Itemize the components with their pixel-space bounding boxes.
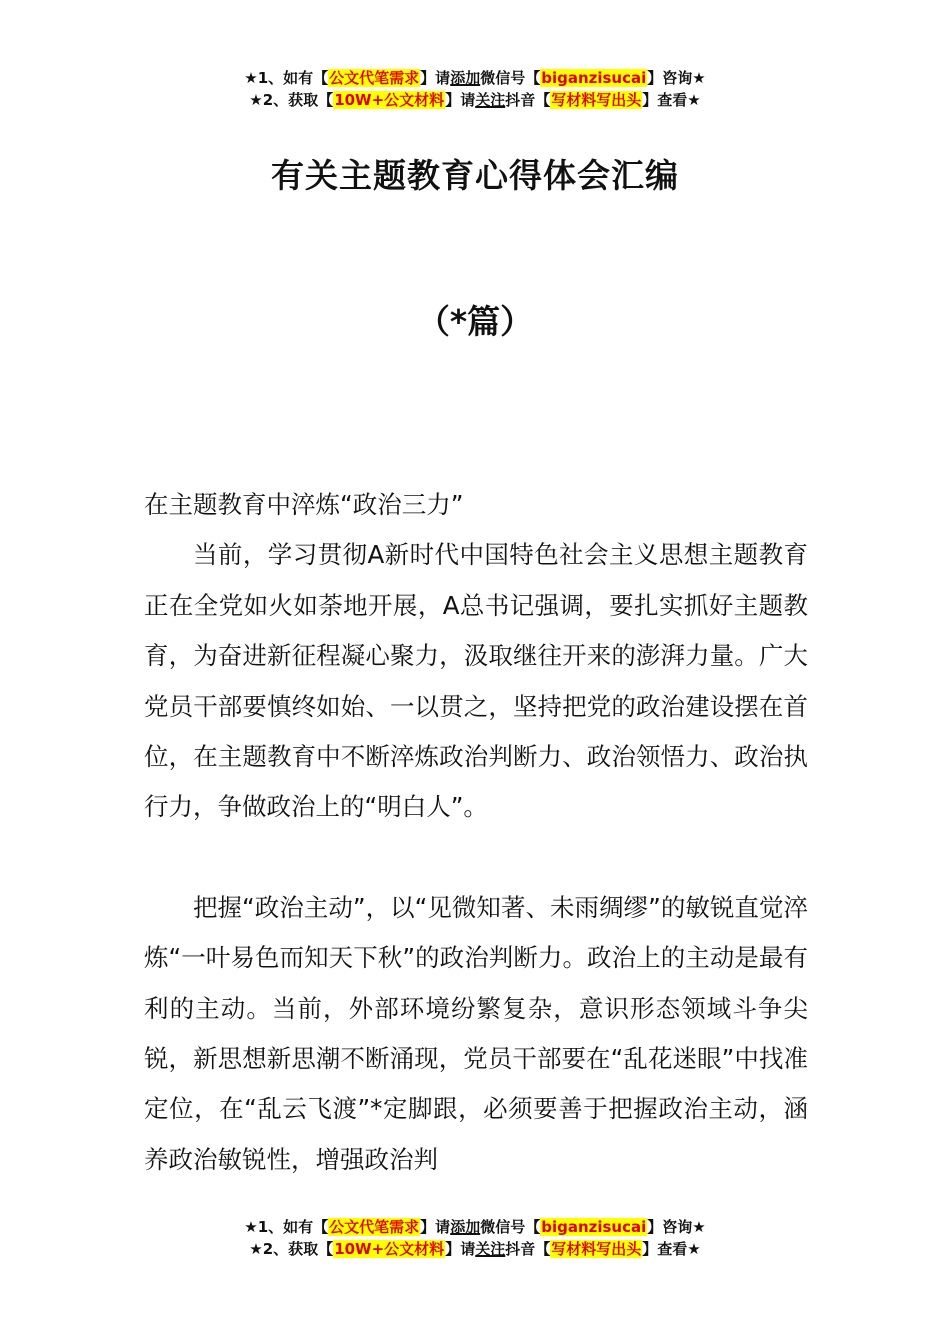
promo-highlight: 写材料写出头 bbox=[551, 1240, 642, 1258]
promo-line-2: ★2、获取【10W+公文材料】请关注抖音【写材料写出头】查看★ bbox=[249, 1240, 701, 1258]
promo-banner-bottom bbox=[0, 1216, 950, 1260]
promo-line-2: ★2、获取【10W+公文材料】请关注抖音【写材料写出头】查看★ bbox=[249, 91, 701, 109]
promo-highlight: 10W+公文材料 bbox=[334, 91, 445, 109]
paragraph-gap bbox=[144, 833, 808, 883]
promo-underlined: 添加 bbox=[450, 69, 481, 87]
document-body bbox=[144, 480, 808, 1185]
promo-highlight: biganzisucai bbox=[541, 1218, 647, 1236]
promo-highlight: biganzisucai bbox=[541, 69, 647, 87]
promo-underlined: 关注 bbox=[475, 1240, 506, 1258]
promo-underlined: 关注 bbox=[475, 91, 506, 109]
promo-highlight: 公文代笔需求 bbox=[329, 1218, 420, 1236]
promo-highlight: 10W+公文材料 bbox=[334, 1240, 445, 1258]
document-subtitle: （*篇） bbox=[416, 302, 534, 341]
promo-line-1: ★1、如有【公文代笔需求】请添加微信号【biganzisucai】咨询★ bbox=[244, 1218, 706, 1236]
promo-underlined: 添加 bbox=[450, 1218, 481, 1236]
paragraph: 把握“政治主动”，以“见微知著、未雨绸缪”的敏锐直觉淬炼“一叶易色而知天下秋”的政治判断力。政治上的主动是最有利的主动。当前，外部环境纷繁复杂，意识形态领域斗争尖锐，新思想新思潮不断涌现，党员干部要在“乱花迷眼”中找准定位，在“乱云飞渡”*定脚跟，必须要善于把握政治主动，涵养政治敏锐性，增强政治判 bbox=[144, 892, 808, 1174]
paragraph: 当前，学习贯彻A新时代中国特色社会主义思想主题教育正在全党如火如荼地开展，A总书记强调，要扎实抓好主题教育，为奋进新征程凝心聚力，汲取继往开来的澎湃力量。广大党员干部要慎终如始、一以贯之，坚持把党的政治建设摆在首位，在主题教育中不断淬炼政治判断力、政治领悟力、政治执行力，争做政治上的“明白人”。 bbox=[144, 540, 808, 822]
document-title: 有关主题教育心得体会汇编 bbox=[271, 156, 679, 195]
promo-highlight: 公文代笔需求 bbox=[329, 69, 420, 87]
section-heading: 在主题教育中淬炼“政治三力” bbox=[144, 490, 464, 519]
promo-line-1: ★1、如有【公文代笔需求】请添加微信号【biganzisucai】咨询★ bbox=[244, 69, 706, 87]
promo-highlight: 写材料写出头 bbox=[551, 91, 642, 109]
promo-banner-top bbox=[0, 67, 950, 111]
